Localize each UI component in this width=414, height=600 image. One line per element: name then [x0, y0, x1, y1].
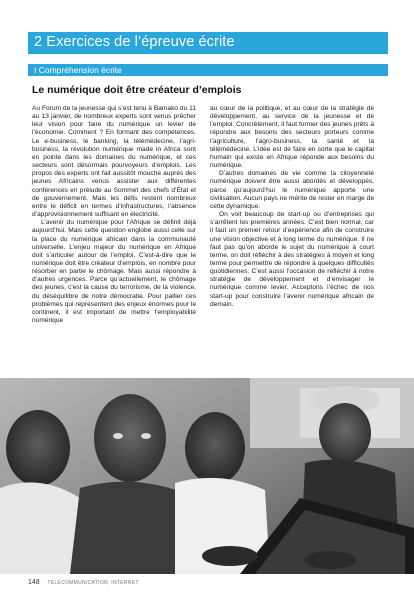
section-header-bar: [28, 64, 388, 76]
paragraph: L’avenir du numérique pour l’Afrique se définit déjà aujourd’hui. Mais cette question englobe aussi celle sur la place du numérique africain dans la communauté universelle. L’enjeu majeur du numérique en Afrique doit s’articuler autour de l’emploi. C’est-à-dire que le numérique doit être créateur d’emplois, en nombre pour résorber en partie le chômage. Mais aussi répondre à d’autres urgences. Parce qu’actuellement, le chômage des jeunes, c’est la cause du terrorisme, de la violence, du déséquilibre de notre démocratie. Pour pallier ces problèmes qui représentent des enjeux énormes pour le continent, il est important de mettre l’employabilité numérique: [32, 219, 196, 325]
paragraph: Au Forum de la jeunesse qui s’est tenu à Bamako du 11 au 13 janvier, de nombreux experts sont venus prêcher leur vision pour faire du numérique un levier de l’économie. Comment ? En formant des compétences. Le e-business, le banking, la télémédecine, l’agri-business, la révolution numérique made in Africa sont en pointe dans les domaines du numérique, et ces secteurs sont désormais pourvoyeurs d’emplois. Les propos des experts ont fait aussitôt mouche auprès des jeunes Africains venus assister aux différentes conférences en prélude au Sommet des chefs d’État et de gouvernement. Mais les défis restent nombreux entre le déficit en termes d’infrastructures, l’absence d’approvisionnement suffisant en électricité.: [32, 105, 196, 219]
paragraph: On voit beaucoup de start-up ou d’entreprises qui s’arrêtent les premières années. C’est bien normal, car il faut un premier retour d’expérience afin de construire une vision objective et à long terme du numérique. Il ne faut pas qu’on aborde le sujet du numérique à court terme, on doit réfléchir à des stratégies à moyen et long terme pour permettre de répondre à quelques difficultés quotidiennes. C’est aussi l’occasion de réfléchir à notre stratégie de développement et d’envisager le numérique comme levier. Acceptons l’échec de nos start-up pour construire l’avenir numérique africain de demain.: [210, 211, 374, 308]
article-title: Le numérique doit être créateur d’emplois: [32, 84, 242, 96]
section-title: I Compréhension écrite: [34, 65, 122, 75]
photo-children-at-laptop: [0, 378, 414, 574]
photo-image: [0, 378, 414, 574]
chapter-title: 2 Exercices de l’épreuve écrite: [34, 34, 235, 50]
article-column-right: [210, 105, 374, 309]
page-number: 148: [28, 579, 40, 586]
chapter-header-bar: [28, 32, 388, 54]
article-column-left: [32, 105, 196, 325]
paragraph: au cœur de la politique, et au cœur de la stratégie de développement, au service de la jeunesse et de l’emploi. Concrètement, il faut former des jeunes prêts à répondre aux besoins des secteurs porteurs comme l’agriculture, l’agro-business, la santé et la télémédecine. L’idée est de faire en sorte que le capital humain qui existe en Afrique réponde aux besoins du numérique.: [210, 105, 374, 170]
page-footer: [28, 578, 139, 588]
running-title: TÉLÉCOMMUNICATION, INTERNET: [47, 580, 139, 586]
paragraph: D’autres domaines de vie comme la citoyenneté numérique doivent être aussi abordés et développés, parce qu’aujourd’hui le numérique apporte une civilisation. Aucun pays ne mérite de rester en marge de cette dynamique.: [210, 170, 374, 210]
